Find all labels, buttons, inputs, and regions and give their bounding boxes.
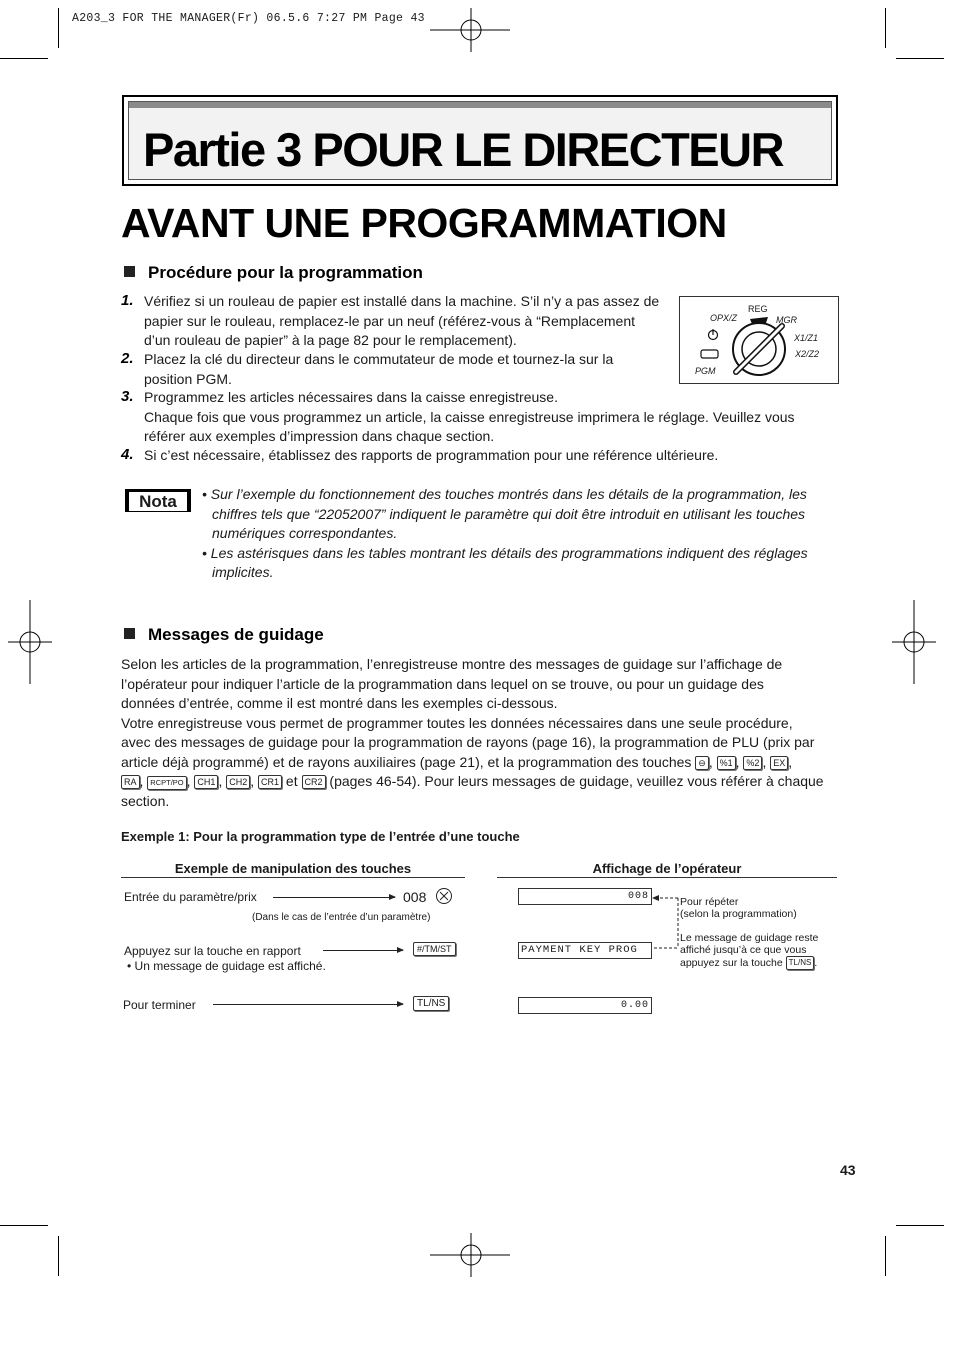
operator-display-1: 008: [518, 888, 652, 905]
paragraph-line: RA , RCPT/PO , CH1 , CH2 , CR1 et CR2 (pages 46-54). Pour leurs messages de guidage, veuillez vous référer à chaque: [121, 772, 824, 792]
step-2: [144, 350, 613, 389]
step-line: position PGM.: [144, 370, 232, 387]
note-line: (selon la programmation): [680, 908, 797, 920]
registration-mark-top: [430, 8, 514, 52]
step-line: Chaque fois que vous programmez un article, la caisse enregistreuse imprimera le réglage. Veuillez vous: [144, 408, 795, 425]
crop-mark: [885, 1236, 886, 1276]
step-number: 3.: [121, 388, 134, 405]
arrow: [323, 950, 403, 951]
ra-key: RA: [121, 775, 140, 789]
step-3: [144, 388, 795, 447]
mode-label-pgm: PGM: [695, 366, 716, 376]
repeat-note: [680, 896, 797, 920]
nota-badge: [125, 489, 191, 512]
crop-mark: [58, 1236, 59, 1276]
note-text: appuyez sur la touche: [680, 957, 783, 969]
operator-display-2: PAYMENT KEY PROG: [518, 942, 652, 959]
paragraph-text: et: [285, 773, 298, 789]
row2-sublabel: • Un message de guidage est affiché.: [127, 959, 326, 973]
rcpt-po-key: RCPT/PO: [147, 776, 186, 790]
cr2-key: CR2: [302, 775, 326, 789]
crop-mark: [896, 1225, 944, 1226]
paragraph-line: article déjà programmé) et de rayons auxiliaires (page 21), et la programmation des touches ⊖ , %1 , %2 , EX ,: [121, 753, 793, 770]
dashed-connector: [650, 890, 680, 956]
step-1: [144, 292, 659, 351]
procedure-heading-text: Procédure pour la programmation: [148, 263, 423, 282]
bullet-square: [124, 266, 135, 277]
mode-label-opx: OPX/Z: [710, 313, 738, 323]
mode-label-x2: X2/Z2: [795, 349, 820, 359]
arrow: [213, 1004, 403, 1005]
ex-key: EX: [770, 756, 788, 770]
step-line: Vérifiez si un rouleau de papier est installé dans la machine. S’il n’y a pas assez de: [144, 293, 660, 309]
part-title: Partie 3 POUR LE DIRECTEUR: [143, 123, 784, 176]
minus-key: ⊖: [695, 756, 709, 770]
crop-mark: [885, 8, 886, 48]
nota-line: numériques correspondantes.: [212, 525, 398, 541]
row1-note: (Dans le cas de l’entrée d’un paramètre): [252, 912, 431, 923]
step-line: Placez la clé du directeur dans le commutateur de mode et tournez-la sur la: [144, 351, 614, 367]
registration-mark-bottom: [430, 1233, 514, 1277]
percent2-key: %2: [743, 756, 762, 770]
note-line: affiché jusqu’à ce que vous: [680, 944, 807, 956]
row2-label: Appuyez sur la touche en rapport: [124, 944, 301, 958]
section-title: AVANT UNE PROGRAMMATION: [121, 200, 727, 246]
nota-label: Nota: [128, 491, 188, 512]
registration-mark-left: [8, 600, 52, 684]
mode-switch-figure: [679, 296, 839, 384]
column-header-display: Affichage de l’opérateur: [497, 861, 837, 878]
crop-mark: [0, 58, 48, 59]
step-4: [144, 446, 718, 466]
cr1-key: CR1: [258, 775, 282, 789]
percent1-key: %1: [717, 756, 736, 770]
step-line: papier sur le rouleau, remplacez-le par un neuf (référez-vous à “Remplacement: [144, 312, 636, 329]
paragraph-text: (pages 46-54). Pour leurs messages de guidage, veuillez vous référer à chaque: [329, 773, 824, 789]
nota-line: • Sur l’exemple du fonctionnement des touches montrés dans les détails de la programmation, les: [202, 486, 807, 502]
paragraph-line: Votre enregistreuse vous permet de programmer toutes les données nécessaires dans une seule procédure,: [121, 714, 793, 731]
paragraph-line: section.: [121, 792, 170, 809]
print-header: A203_3 FOR THE MANAGER(Fr) 06.5.6 7:27 PM Page 43: [72, 12, 425, 25]
guide-note: [680, 932, 818, 970]
note-line: [680, 956, 818, 970]
mode-label-mgr: MGR: [776, 315, 797, 325]
tl-ns-key: TL/NS: [413, 996, 449, 1011]
paragraph-line: l’opérateur pour indiquer l’article de la programmation dans lequel on se trouve, ou pour un guidage des: [121, 675, 764, 692]
row3-label: Pour terminer: [123, 998, 196, 1012]
page-number: 43: [840, 1162, 856, 1178]
tl-ns-key-small: TL/NS: [786, 956, 815, 970]
guidance-paragraph: [121, 655, 824, 811]
paragraph-line: Selon les articles de la programmation, l’enregistreuse montre des messages de guidage sur l’affichage de: [121, 656, 783, 672]
bullet-square: [124, 628, 135, 639]
paragraph-line: données d’entrée, comme il est montré dans les exemples ci-dessous.: [121, 695, 558, 711]
note-line: Pour répéter: [680, 896, 739, 908]
arrow: [273, 897, 395, 898]
param-value: 008: [403, 889, 427, 905]
guidance-heading: [124, 625, 324, 645]
ch2-key: CH2: [226, 775, 250, 789]
mode-label-x1: X1/Z1: [794, 333, 819, 343]
step-number: 2.: [121, 350, 134, 367]
row1-label: Entrée du paramètre/prix: [124, 890, 257, 904]
example-title: Exemple 1: Pour la programmation type de l’entrée d’une touche: [121, 829, 520, 844]
ch1-key: CH1: [194, 775, 218, 789]
column-header-keys: Exemple de manipulation des touches: [121, 861, 465, 878]
note-line: Le message de guidage reste: [680, 932, 819, 944]
mode-label-reg: REG: [748, 304, 768, 314]
nota-bullets: [202, 485, 808, 583]
crop-mark: [896, 58, 944, 59]
part-title-box: [122, 95, 838, 186]
step-line: d’un rouleau de papier” à la page 82 pour le remplacement).: [144, 332, 517, 348]
crop-mark: [0, 1225, 48, 1226]
step-number: 4.: [121, 446, 134, 463]
nota-line: chiffres tels que “22052007” indiquent le paramètre qui doit être introduit en utilisant les touches: [212, 505, 806, 522]
crop-mark: [58, 8, 59, 48]
tm-st-key: #/TM/ST: [413, 942, 456, 956]
note-text: .: [814, 957, 818, 969]
paragraph-text: article déjà programmé) et de rayons auxiliaires (page 21), et la programmation des touches: [121, 753, 692, 770]
multiply-key-icon: [435, 887, 453, 905]
step-line: Si c’est nécessaire, établissez des rapports de programmation pour une référence ultérieure.: [144, 447, 719, 463]
operator-display-3: 0.00: [518, 997, 652, 1014]
registration-mark-right: [892, 600, 936, 684]
step-line: référer aux exemples d’impression dans chaque section.: [144, 428, 495, 444]
procedure-heading: [124, 263, 423, 283]
step-line: Programmez les articles nécessaires dans la caisse enregistreuse.: [144, 389, 558, 405]
guidance-heading-text: Messages de guidage: [148, 625, 324, 644]
step-number: 1.: [121, 292, 134, 309]
paragraph-line: avec des messages de guidage pour la programmation de rayons (page 16), la programmation de PLU (prix par: [121, 734, 815, 750]
nota-line: • Les astérisques dans les tables montrant les détails des programmations indiquent des réglages: [202, 544, 808, 561]
nota-line: implicites.: [212, 564, 274, 580]
